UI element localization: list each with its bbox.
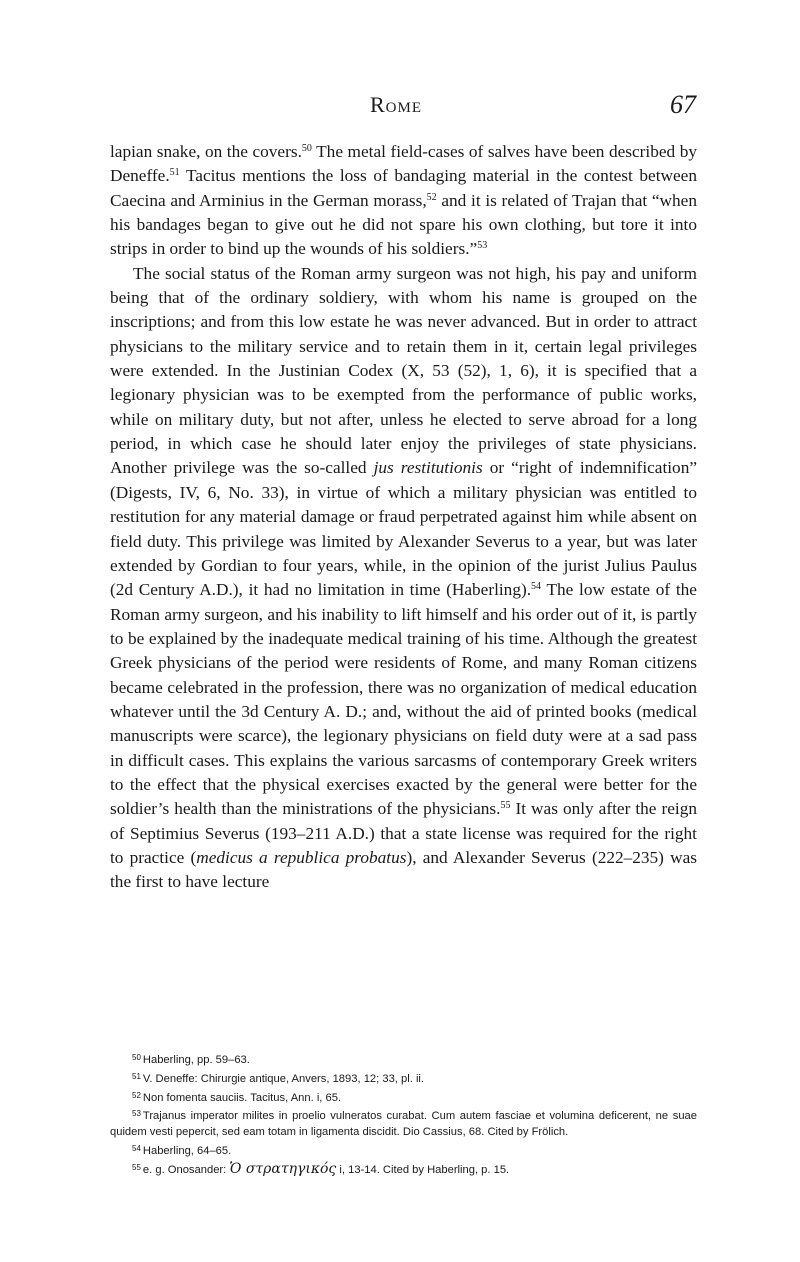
footnote-50: $^{50}$ Haberling, pp. 59–63.	[132, 1053, 250, 1066]
footnote-ref-53[interactable]: 53	[477, 240, 488, 252]
body-text	[110, 140, 697, 895]
footnote-ref-52[interactable]: 52	[426, 191, 437, 203]
page-number: 67	[670, 90, 696, 119]
paragraph-2: The social status of the Roman army surgeon was not high, his pay and uniform being that of the ordinary soldiery, with whom his name is grouped on the inscriptions; and from this low estate he was never advanced. But in order to attract physicians to the military service and to retain them in it, certain legal privileges were extended. In the Justinian Codex (X, 53 (52), 1, 6), it is specified that a legionary physician was to be exempted from the performance of public works, while on military duty, but not after, unless he elected to serve abroad for a long period, in which case he should later enjoy the privileges of state physicians. Another privilege was the so-called jus restitutionis or “right of indemnification” (Digests, IV, 6, No. 33), in virtue of which a military physician was entitled to restitution for any material damage or fraud perpetrated against him while absent on field duty. This privilege was limited by Alexander Severus to a year, but was later extended by Gordian to four years, while, in the opinion of the jurist Julius Paulus (2d Century A.D.), it had no limitation in time (Haberling).$^{54}$ The low estate of the Roman army surgeon, and his inability to lift himself and his order out of it, is partly to be explained by the inadequate medical training of his time. Although the greatest Greek physicians of the period were residents of Rome, and many Roman citizens became celebrated in the profession, there was no organization of medical education whatever until the 3d Century A. D.; and, without the aid of printed books (medical manuscripts were scarce), the legionary physicians on field duty were at a sad pass in difficult cases. This explains the various sarcasms of contemporary Greek writers to the effect that the physical exercises exacted by the general were better for the soldier’s health than the ministrations of the physicians.$^{55}$ It was only after the reign of Septimius Severus (193–211 A.D.) that a state license was required for the right to practice (medicus a republica probatus), and Alexander Severus (222–235) was the first to have lecture	[110, 263, 698, 892]
footnote-52: $^{52}$ Non fomenta sauciis. Tacitus, Ann. i, 65.	[132, 1090, 342, 1104]
greek-title: Ὁ στρατηγικός	[229, 1160, 337, 1177]
footnote-51: $^{51}$ V. Deneffe: Chirurgie antique, Anvers, 1893, 12; 33, pl. ii.	[132, 1071, 425, 1085]
running-header	[108, 92, 696, 122]
paragraph-1: lapian snake, on the covers.$^{50}$ The metal field-cases of salves have been described by Deneffe.$^{51}$ Tacitus mentions the loss of bandaging material in the contest between Caecina and Arminius in the German morass,$^{52}$ and it is related of Trajan that “when his bandages began to give out he did not spare his own clothing, but tore it into strips in order to bind up the wounds of his soldiers.”$^{53}$	[110, 142, 697, 259]
footnote-53: $^{53}$ Trajanus imperator milites in proelio vulneratos curabat. Cum autem fasciae et volumina deficerent, ne suae quidem vesti pepercit, sed eam totam in ligamenta discidit. Dio Cassius, 68. Cited by Frölich.	[110, 1109, 697, 1139]
header-title: Rome	[370, 92, 423, 117]
footnote-55: $^{55}$ e. g. Onosander: Ὁ στρατηγικός i, 13-14. Cited by Haberling, p. 15.	[132, 1160, 510, 1177]
footnote-ref-55[interactable]: 55	[500, 800, 511, 812]
footnote-ref-50[interactable]: 50	[301, 143, 312, 154]
footnotes	[110, 1050, 697, 1179]
footnote-ref-51[interactable]: 51	[169, 167, 180, 179]
latin-term-jus-restitutionis: jus restitutionis	[373, 458, 483, 478]
footnote-ref-54[interactable]: 54	[531, 581, 542, 593]
footnote-54: $^{54}$ Haberling, 64–65.	[132, 1143, 232, 1157]
latin-term-medicus: medicus a republica probatus	[196, 847, 407, 867]
